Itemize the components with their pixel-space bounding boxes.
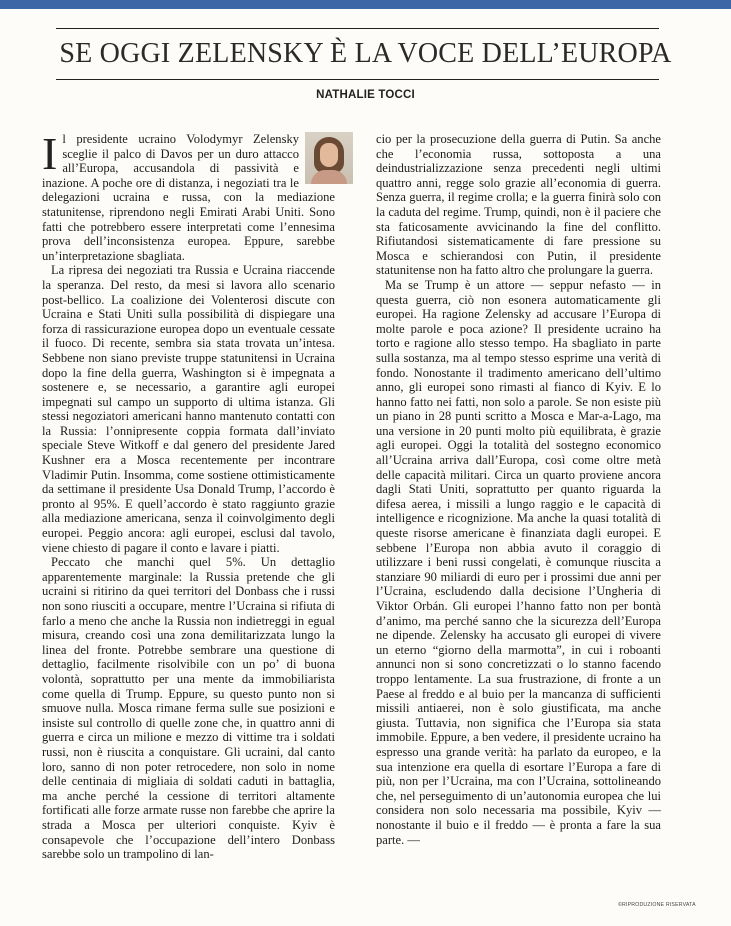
paragraph: Ma se Trump è un attore — seppur nefasto — in questa guerra, ciò non esonera automaticamente gli europei. Ha ragione Zelensky ad accusare l’Europa di molte parole e poca azione? Il presidente ucraino ha torto e ragione allo stesso tempo. Ha sbagliato in parte sulla sostanza, ma al tempo stesso esprime una verità di fondo. Nonostante il tradimento americano dell’ultimo anno, gli europei sono rimasti al fianco di Kyiv. E lo hanno fatto nei fatti, non solo a parole. Se non esiste più un piano in 28 punti scritto a Mosca e Mar-a-Lago, ma una versione in 20 punti molto più equilibrata, è grazie agli europei. Oggi la totalità del sostegno economico all’Ucraina arriva dall’Europa, così come oltre metà delle capacità militari. Circa un quarto proviene ancora dagli Stati Uniti, soprattutto per quanto riguarda la difesa aerea, i missili a lungo raggio e le capacità di intelligence e ricognizione. Ma anche la quasi totalità di queste risorse americane è finanziata dagli europei. E sebbene l’Europa non abbia avuto il coraggio di utilizzare i beni russi congelati, è comunque riuscita a stanziare 90 miliardi di euro per i prossimi due anni per l’Ucraina, escludendo dalla decisione l’Ungheria di Viktor Orbán. Gli europei l’hanno fatto non per bontà d’animo, ma perché sanno che la sicurezza dell’Europa ne dipende. Zelensky ha accusato gli europei di vivere un eterno “giorno della marmotta”, in cui i roboanti annunci non si sono concretizzati o lo stanno facendo troppo lentamente. La sua frustrazione, di fronte a un Paese al freddo e al buio per la mancanza di sufficienti missili antiaerei, non è solo giustificata, ma anche giusta. Tuttavia, non significa che l’Europa sia stata immobile. Eppure, a ben vedere, il presidente ucraino ha espresso una grande verità: ha parlato da europeo, e la sua intenzione era quella di esortare l’Europa a fare di più, non per l’Ucraina, ma con l’Ucraina, sottolineando che, nel perseguimento di un’autonomia europea che lui considera non solo necessaria ma possibile, Kyiv — nonostante il buio e il freddo — è pronta a fare la sua parte. — bbox=[376, 277, 661, 847]
copyright-notice: ©RIPRODUZIONE RISERVATA bbox=[618, 902, 696, 908]
author-photo bbox=[305, 132, 353, 184]
top-color-band bbox=[0, 0, 731, 9]
drop-cap: I bbox=[42, 128, 58, 179]
paragraph: La ripresa dei negoziati tra Russia e Ucraina riaccende la speranza. Del resto, da mesi si lavora allo scenario post-bellico. La coalizione dei Volenterosi discute con Ucraina e Stati Uniti sulla possibilità di dispiegare una forza di rassicurazione europea dopo un eventuale cessate il fuoco. Di recente, sembra sia stata trovata un’intesa. Sebbene non siano previste truppe statunitensi in Ucraina dopo la fine della guerra, Washington si è impegnata a sostenere e, se necessario, a garantire agli europei impegnati sul campo un supporto di ultima istanza. Gli stessi negoziatori americani hanno mantenuto contatti con la Russia: l’onnipresente coppia formata dall’inviato speciale Steve Witkoff e dal genero del presidente Jared Kushner era a Mosca recentemente per incontrare Vladimir Putin. Insomma, come sostiene ottimisticamente da settimane il presidente Usa Donald Trump, l’accordo è pronto al 95%. E quell’accordo è stato raggiunto grazie alla mediazione americana, senza il coinvolgimento degli europei. Peggio ancora: agli europei, esclusi dal tavolo, viene chiesto di pagare il conto e lavare i piatti. bbox=[42, 263, 335, 555]
title-top-rule bbox=[56, 28, 659, 29]
article-title: SE OGGI ZELENSKY È LA VOCE DELL’EUROPA bbox=[59, 38, 672, 69]
author-byline: NATHALIE TOCCI bbox=[316, 89, 415, 101]
title-bottom-rule bbox=[56, 79, 659, 80]
article-column-right bbox=[376, 132, 661, 847]
paragraph: cio per la prosecuzione della guerra di Putin. Sa anche che l’economia russa, sottoposta a una deindustrializzazione senza precedenti negli ultimi quattro anni, regge solo grazie all’economia di guerra. Senza guerra, il regime crolla; e la guerra finirà solo con la caduta del regime. Trump, quindi, non è il paciere che sta faticosamente avvicinando la fine del conflitto. Rifiutandosi sistematicamente di fare pressione su Mosca e schierandosi con Putin, il presidente statunitense non ha fatto altro che prolungare la guerra. bbox=[376, 132, 661, 278]
paragraph: Il presidente ucraino Volodymyr Zelensky sceglie il palco di Davos per un duro attacco all’Europa, accusandola di passività e inazione. A poche ore di distanza, i negoziati tra le delegazioni ucraina e russa, con la mediazione statunitense, riprendono negli Emirati Arabi Uniti. Sono fatti che potrebbero essere interpretati come l’ennesima prova dell’inconsistenza europea. Eppure, sarebbe un’interpretazione sbagliata. bbox=[42, 128, 335, 263]
article-column-left bbox=[42, 128, 335, 862]
paragraph: Peccato che manchi quel 5%. Un dettaglio apparentemente marginale: la Russia pretende che gli ucraini si ritirino da quei territori del Donbass che i russi non sono riusciti a occupare, mentre l’Ucraina si rifiuta di farlo a meno che anche la Russia non indietreggi in egual misura, creando così una zona demilitarizzata lungo la linea del fronte. Potrebbe sembrare una questione di dettaglio, facilmente risolvibile con un po’ di buona volontà, soprattutto per una mente da immobiliarista come quella di Trump. Eppure, su questo punto non si smuove nulla. Mosca rimane ferma sulle sue posizioni e insiste sul controllo di quelle zone che, in quattro anni di guerra e circa un milione e mezzo di vittime tra i soldati russi, non è riuscita a conquistare. Gli ucraini, dal canto loro, sanno di non poter retrocedere, non solo in nome delle centinaia di migliaia di soldati caduti in battaglia, ma anche perché la cessione di territori altamente fortificati alle forze armate russe non farebbe che aprire la strada a Mosca per ulteriori conquiste. Kyiv è consapevole che l’occupazione dell’intero Donbass sarebbe solo un trampolino di lan- bbox=[42, 555, 335, 862]
